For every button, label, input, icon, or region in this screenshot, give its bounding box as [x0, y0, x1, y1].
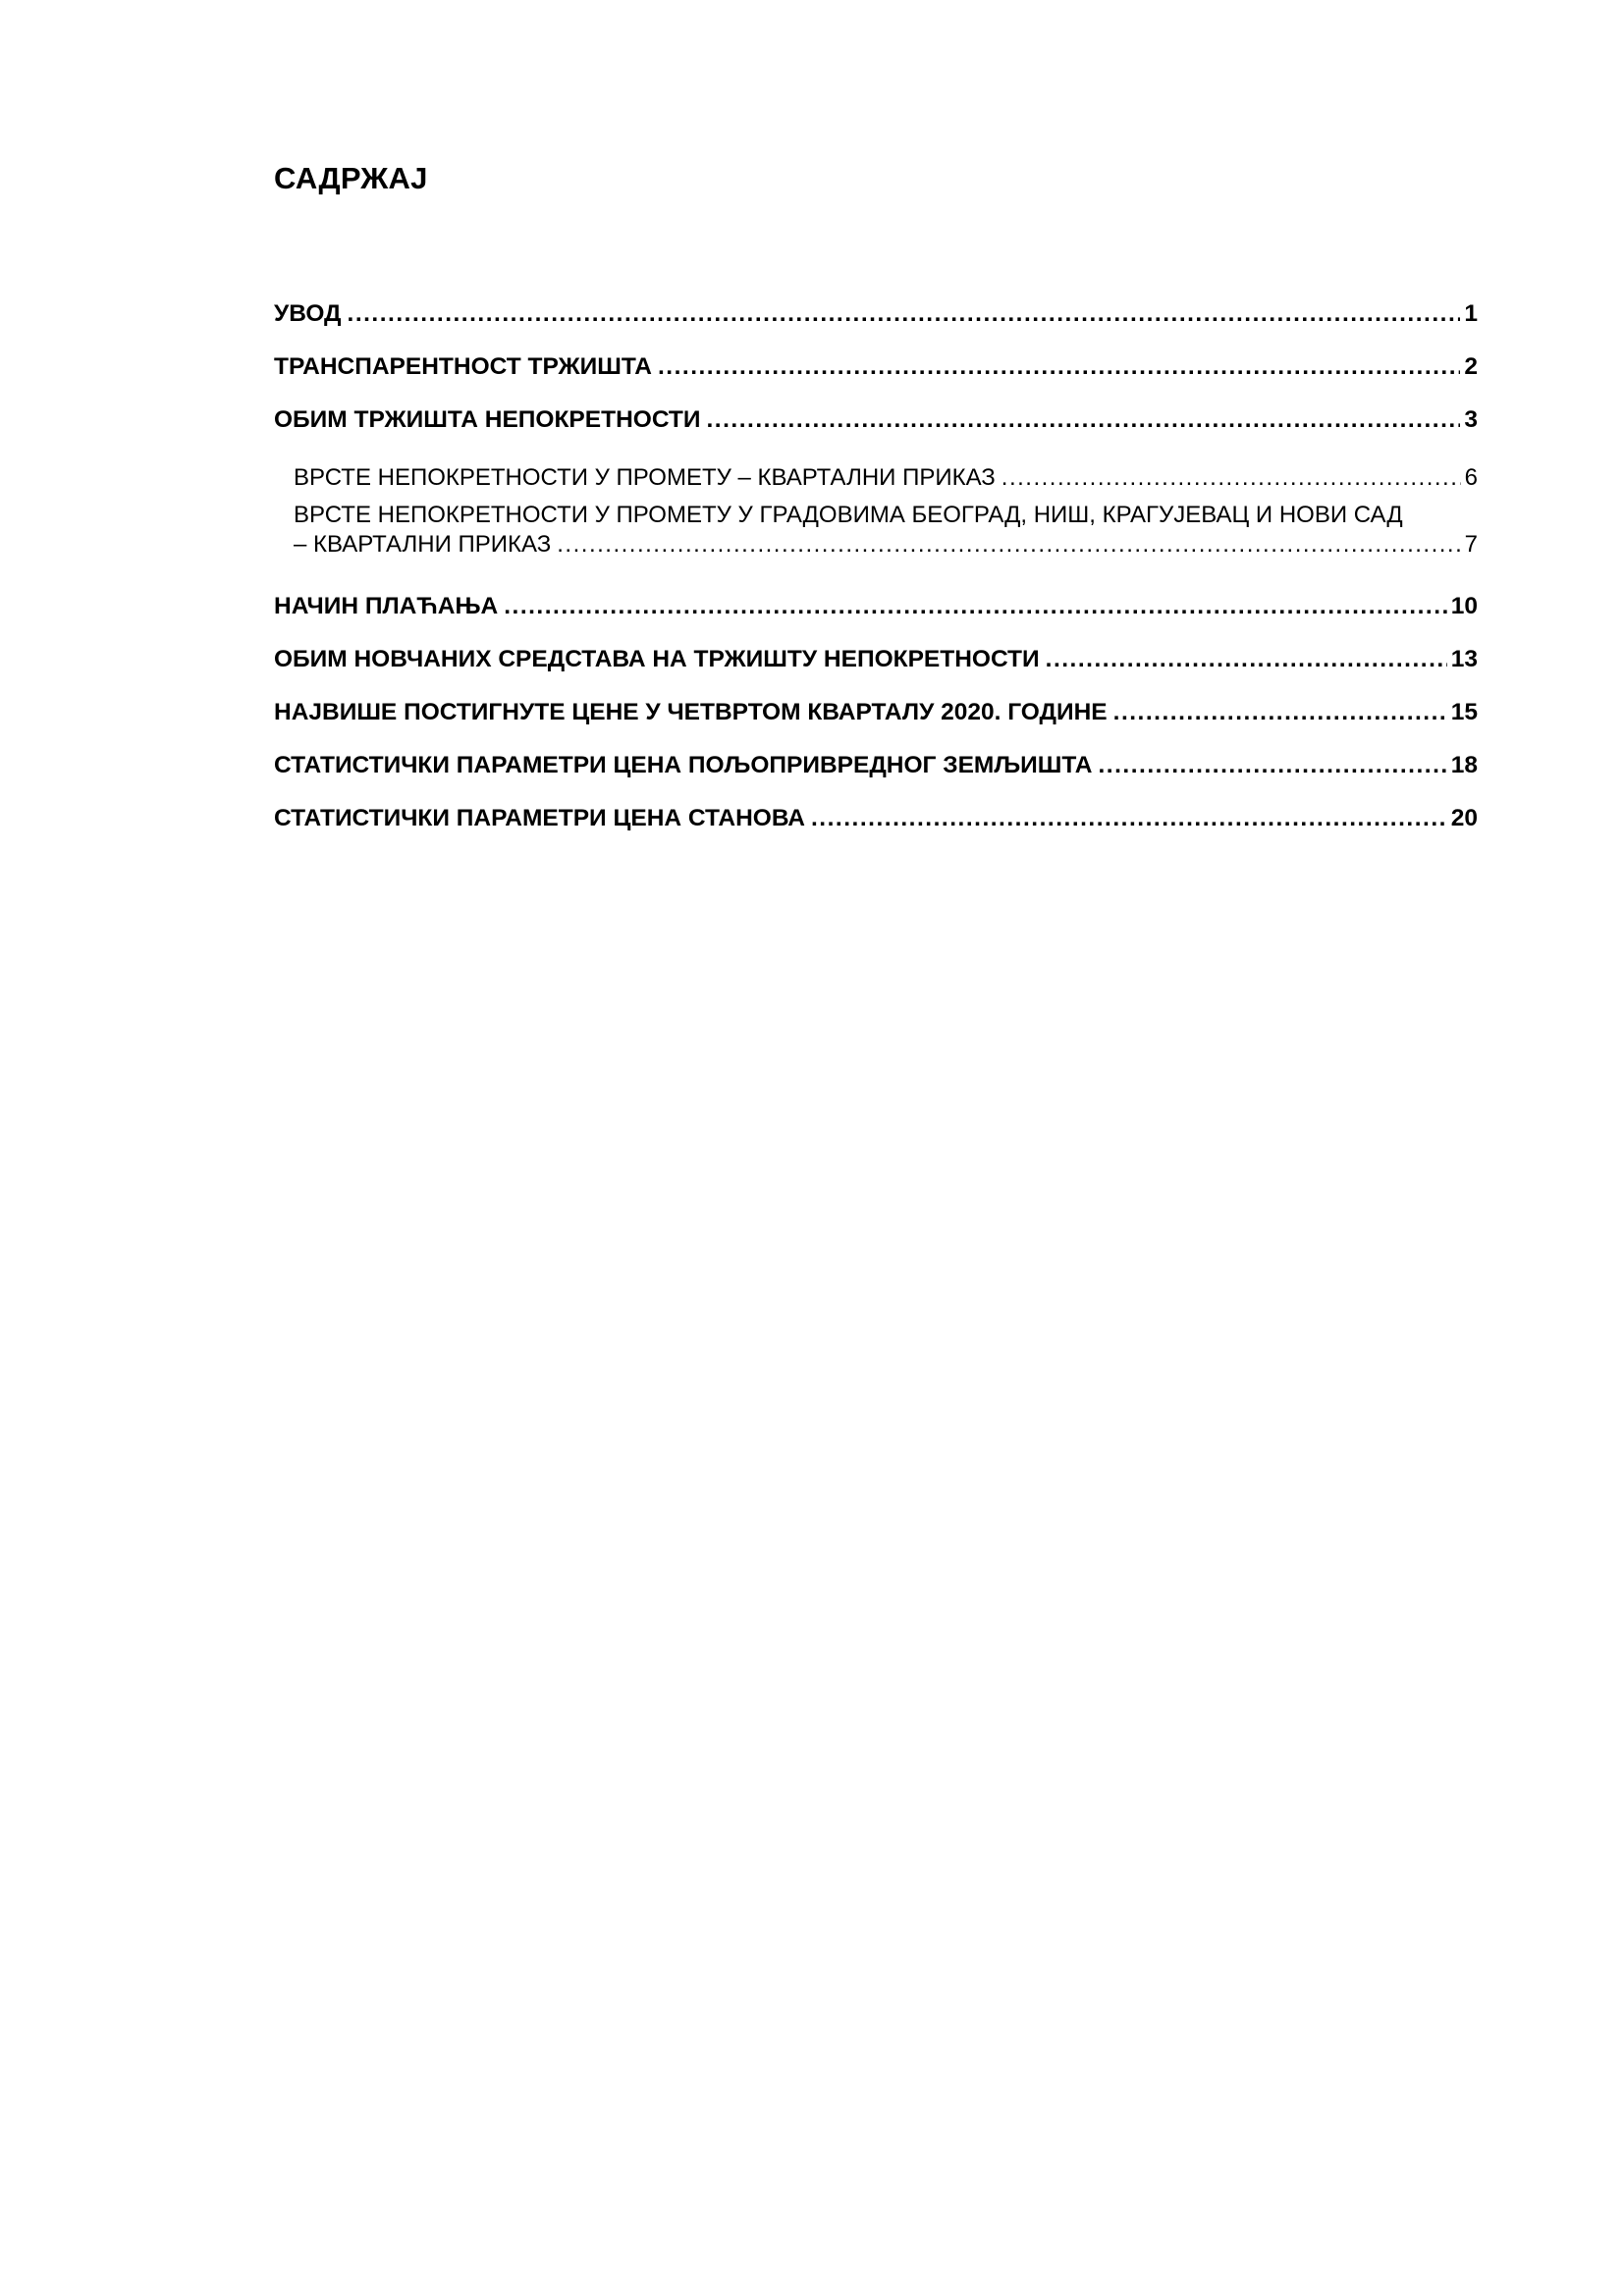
toc-leader [811, 804, 1447, 833]
toc-entry-label: НАЧИН ПЛАЋАЊА [274, 593, 499, 619]
toc-entry-label-line1: ВРСТЕ НЕПОКРЕТНОСТИ У ПРОМЕТУ У ГРАДОВИМА БЕОГРАД, НИШ, КРАГУЈЕВАЦ И НОВИ САД [294, 502, 1403, 528]
toc-entry-page: 7 [1464, 531, 1478, 558]
toc-leader [504, 592, 1447, 621]
toc-entry-vrste-kvartalni[interactable] [294, 463, 1478, 493]
toc-entry-label: УВОД [274, 300, 342, 327]
toc-entry-page: 15 [1450, 699, 1478, 725]
toc-entry-page: 20 [1450, 805, 1478, 831]
toc-entry-uvod[interactable] [274, 299, 1478, 329]
toc-leader [1113, 698, 1447, 727]
toc-entry-transparentnost[interactable] [274, 352, 1478, 382]
toc-entry-page: 1 [1464, 300, 1478, 327]
toc-entry-label: ОБИМ ТРЖИШТА НЕПОКРЕТНОСТИ [274, 406, 701, 433]
toc-leader [1001, 463, 1461, 493]
toc-entry-page: 2 [1464, 353, 1478, 380]
toc-entry-obim-trzista[interactable] [274, 405, 1478, 435]
toc-entry-line2 [294, 530, 1478, 560]
toc-entry-vrste-gradovi[interactable] [294, 501, 1478, 560]
toc-entry-page: 18 [1450, 752, 1478, 778]
toc-entry-page: 6 [1464, 464, 1478, 491]
toc-leader [557, 530, 1460, 560]
toc-entry-label-line2: – КВАРТАЛНИ ПРИКАЗ [294, 531, 552, 558]
toc-entry-stanovi[interactable] [274, 804, 1478, 833]
toc-leader [348, 299, 1461, 329]
toc-leader [1098, 751, 1446, 780]
toc-entry-page: 10 [1450, 593, 1478, 619]
toc-title: САДРЖАЈ [274, 161, 428, 195]
toc-entry-nacin-placanja[interactable] [274, 592, 1478, 621]
toc-entry-label: СТАТИСТИЧКИ ПАРАМЕТРИ ЦЕНА СТАНОВА [274, 805, 805, 831]
toc-entry-label: ВРСТЕ НЕПОКРЕТНОСТИ У ПРОМЕТУ – КВАРТАЛНИ ПРИКАЗ [294, 464, 996, 491]
toc-entry-page: 13 [1450, 646, 1478, 672]
toc-entry-label: ТРАНСПАРЕНТНОСТ ТРЖИШТА [274, 353, 652, 380]
toc-leader [706, 405, 1460, 435]
toc-entry-najvise-cene[interactable] [274, 698, 1478, 727]
toc-entry-label: НАЈВИШЕ ПОСТИГНУТЕ ЦЕНЕ У ЧЕТВРТОМ КВАРТАЛУ 2020. ГОДИНЕ [274, 699, 1108, 725]
toc-entry-zemljiste[interactable] [274, 751, 1478, 780]
toc-leader [1046, 645, 1447, 674]
toc-entry-obim-novcanih[interactable] [274, 645, 1478, 674]
toc-entry-label: ОБИМ НОВЧАНИХ СРЕДСТАВА НА ТРЖИШТУ НЕПОКРЕТНОСТИ [274, 646, 1040, 672]
toc-entry-label: СТАТИСТИЧКИ ПАРАМЕТРИ ЦЕНА ПОЉОПРИВРЕДНОГ ЗЕМЉИШТА [274, 752, 1093, 778]
toc-entry-page: 3 [1464, 406, 1478, 433]
toc-leader [658, 352, 1460, 382]
